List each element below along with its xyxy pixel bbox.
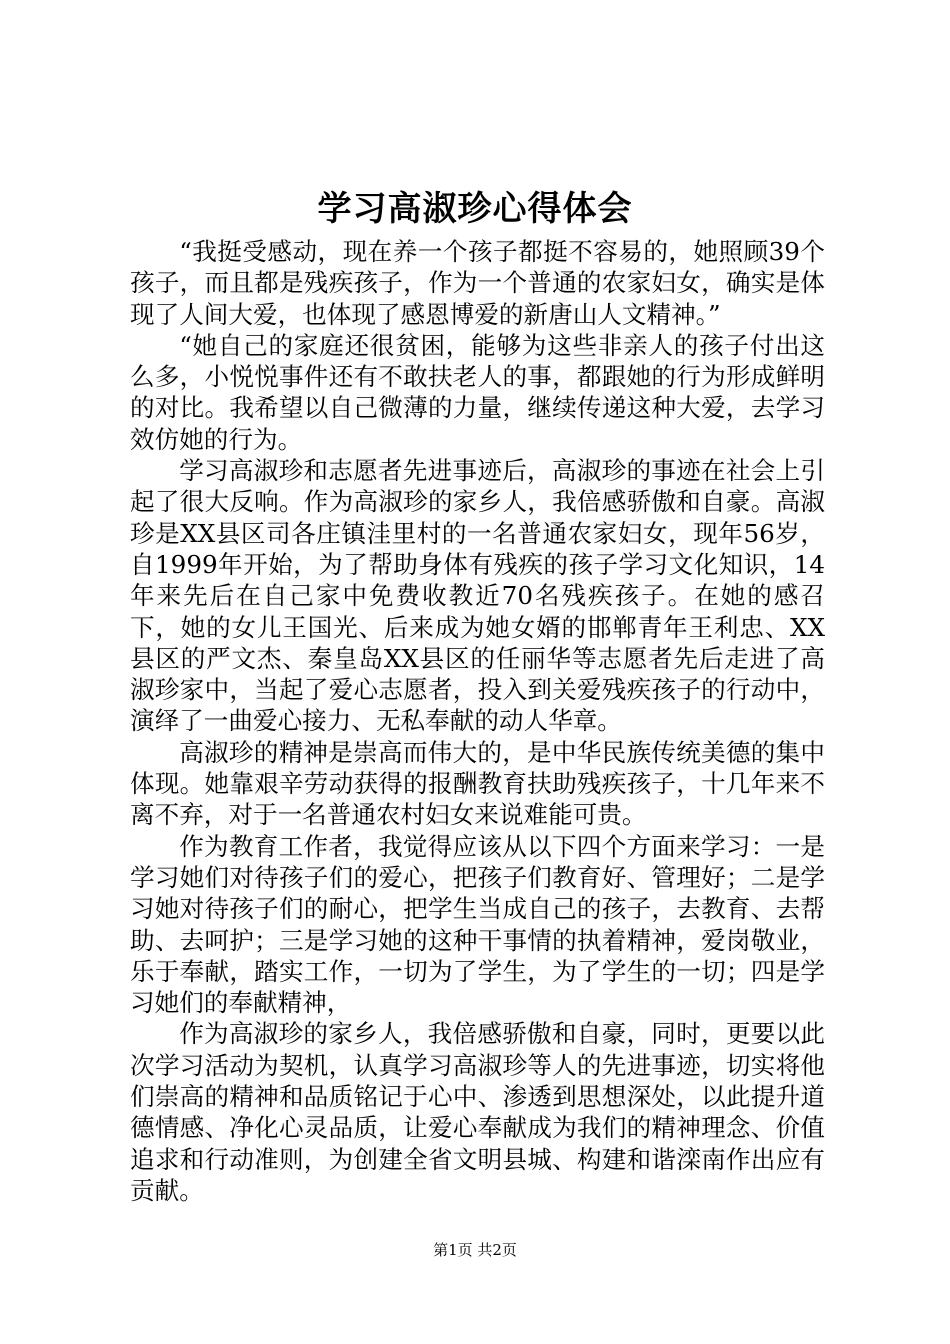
paragraph: 作为高淑珍的家乡人，我倍感骄傲和自豪，同时，更要以此次学习活动为契机，认真学习高淑珍等人的先进事迹，切实将他们崇高的精神和品质铭记于心中、渗透到思想深处，以此提升道德情感、净化心灵品质，让爱心奉献成为我们的精神理念、价值追求和行动准则，为创建全省文明县城、构建和谐滦南作出应有贡献。 [130, 1019, 825, 1205]
document-title: 学习高淑珍心得体会 [317, 189, 633, 229]
paragraph: 高淑珍的精神是崇高而伟大的，是中华民族传统美德的集中体现。她靠艰辛劳动获得的报酬教育扶助残疾孩子，十几年来不离不弃，对于一名普通农村妇女来说难能可贵。 [130, 737, 825, 830]
paragraph: 学习高淑珍和志愿者先进事迹后，高淑珍的事迹在社会上引起了很大反响。作为高淑珍的家乡人，我倍感骄傲和自豪。高淑珍是XX县区司各庄镇洼里村的一名普通农家妇女，现年56岁，自1999年开始，为了帮助身体有残疾的孩子学习文化知识，14年来先后在自己家中免费收教近70名残疾孩子。在她的感召下，她的女儿王国光、后来成为她女婿的邯郸青年王利忠、XX县区的严文杰、秦皇岛XX县区的任丽华等志愿者先后走进了高淑珍家中，当起了爱心志愿者，投入到关爱残疾孩子的行动中，演绎了一曲爱心接力、无私奉献的动人华章。 [130, 456, 825, 736]
paragraph: “我挺受感动，现在养一个孩子都挺不容易的，她照顾39个孩子，而且都是残疾孩子，作为一个普通的农家妇女，确实是体现了人间大爱，也体现了感恩博爱的新唐山人文精神。” [130, 237, 825, 329]
paragraph: 作为教育工作者，我觉得应该从以下四个方面来学习：一是学习她们对待孩子们的爱心，把孩子们教育好、管理好；二是学习她对待孩子们的耐心，把学生当成自己的孩子，去教育、去帮助、去呵护；三是学习她的这种干事情的执着精神，爱岗敬业，乐于奉献，踏实工作，一切为了学生，为了学生的一切；四是学习她们的奉献精神， [130, 831, 825, 1018]
paragraph: “她自己的家庭还很贫困，能够为这些非亲人的孩子付出这么多，小悦悦事件还有不敢扶老人的事，都跟她的行为形成鲜明的对比。我希望以自己微薄的力量，继续传递这种大爱，去学习效仿她的行为。 [130, 330, 825, 454]
page-footer: 第1页 共2页 [433, 1241, 517, 1259]
document-body [130, 236, 825, 1206]
